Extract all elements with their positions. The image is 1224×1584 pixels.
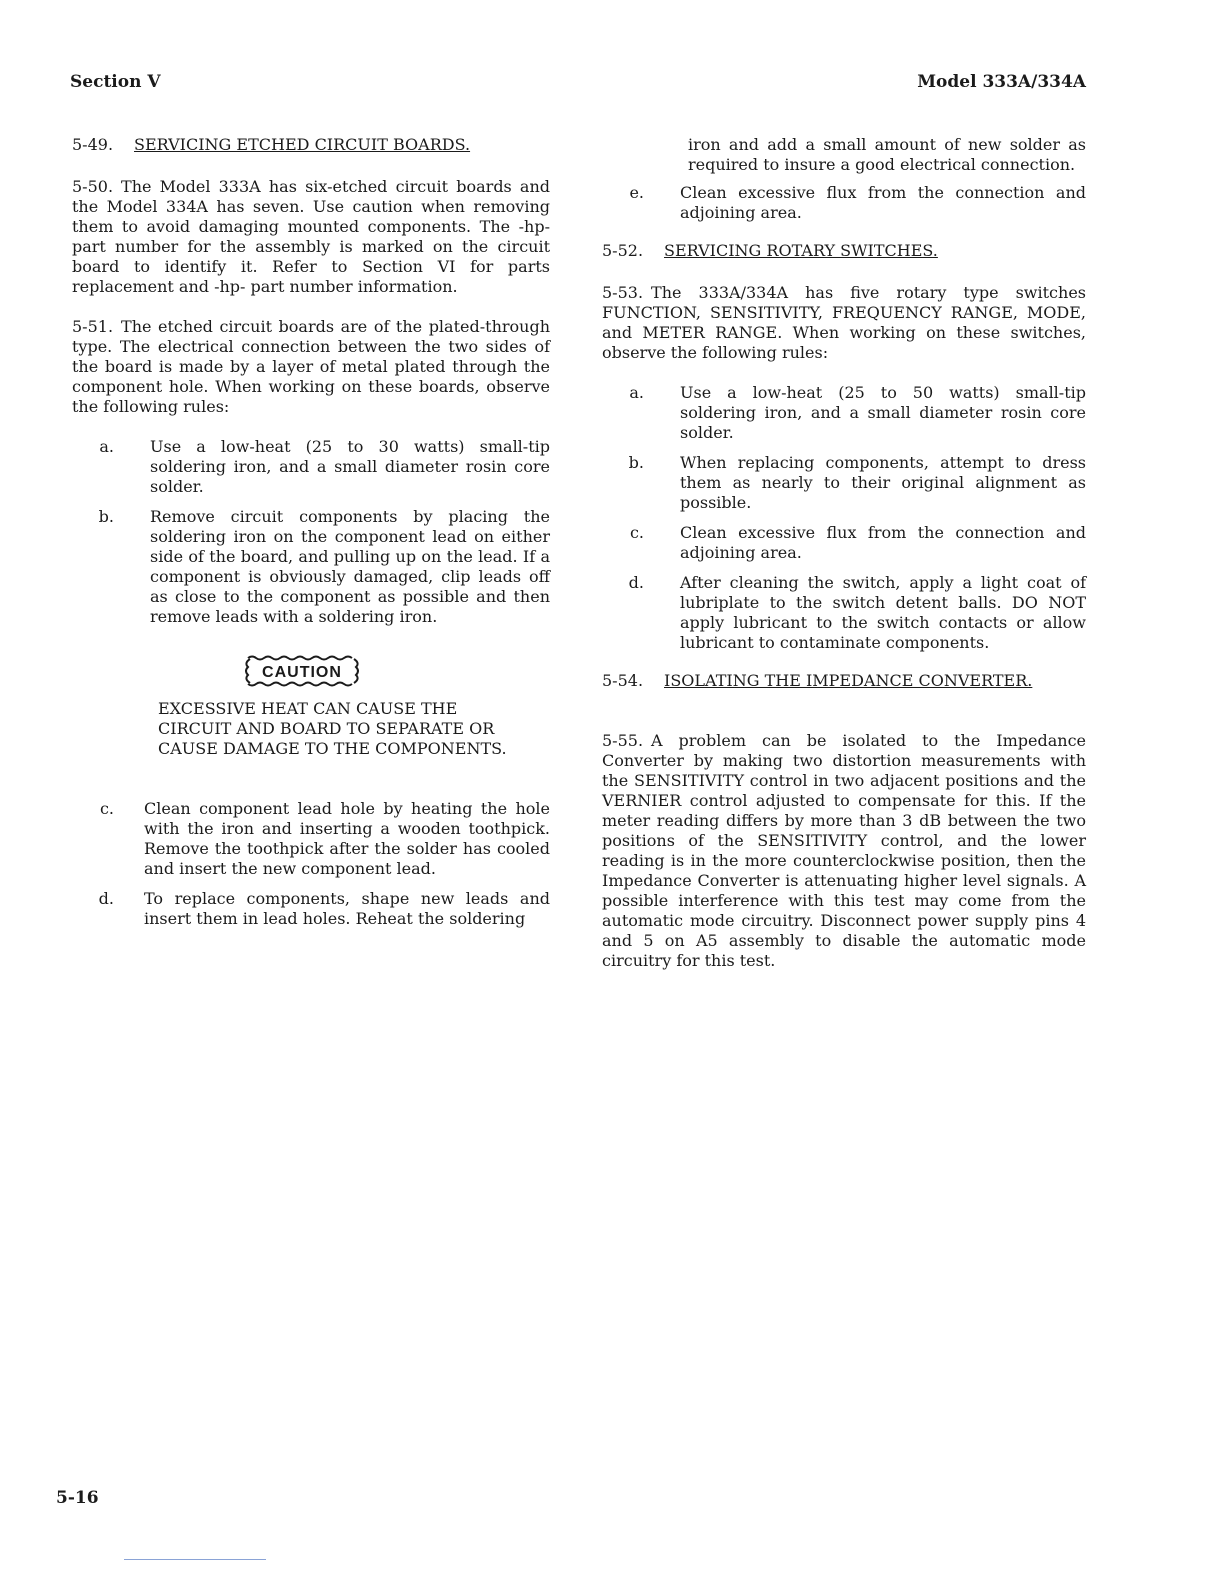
paragraph-5-55: [602, 731, 1086, 971]
item-text: Remove circuit components by placing the soldering iron on the component lead on either side of the board, and pulling up on the lead. If a component is obviously damaged, clip leads off as close to the component as possible and then remove leads with a soldering iron.: [150, 507, 550, 626]
list-item: [602, 183, 1086, 223]
heading-title: ISOLATING THE IMPEDANCE CONVERTER.: [664, 671, 1033, 690]
rules-list-boards-continued: [72, 799, 550, 929]
item-letter: d.: [628, 573, 644, 592]
heading-number: 5-49.: [72, 135, 114, 154]
item-letter: c.: [629, 523, 644, 542]
heading-number: 5-54.: [602, 671, 644, 690]
continued-text: iron and add a small amount of new solder as required to insure a good electrical connection.: [688, 135, 1086, 174]
item-text: Clean excessive flux from the connection and adjoining area.: [680, 523, 1086, 562]
item-text: Clean excessive flux from the connection and adjoining area.: [680, 183, 1086, 222]
list-item: [72, 507, 550, 627]
rules-list-boards: [72, 437, 550, 627]
item-text: When replacing components, attempt to dress them as nearly to their original alignment as possible.: [680, 453, 1086, 512]
list-item: [72, 799, 550, 879]
item-letter: e.: [629, 183, 644, 202]
scan-mark: [124, 1559, 266, 1560]
item-e-list: [602, 183, 1086, 223]
heading-title: SERVICING ROTARY SWITCHES.: [664, 241, 938, 260]
model-label: Model 333A/334A: [917, 72, 1086, 92]
item-letter: b.: [98, 507, 114, 526]
list-item: [602, 523, 1086, 563]
paragraph-text: The Model 333A has six-etched circuit boards and the Model 334A has seven. Use caution when removing them to avoid damaging mounted components. The -hp- part number for the assembly is marked on the circuit board to identify it. Refer to Section VI for parts replacement and -hp- part number information.: [72, 177, 550, 296]
heading-title: SERVICING ETCHED CIRCUIT BOARDS.: [134, 135, 471, 154]
list-item: [602, 573, 1086, 653]
heading-5-52: [602, 241, 1086, 261]
item-letter: b.: [628, 453, 644, 472]
item-text: Use a low-heat (25 to 50 watts) small-tip soldering iron, and a small diameter rosin core solder.: [680, 383, 1086, 442]
list-item: [602, 383, 1086, 443]
paragraph-number: 5-51.: [72, 317, 114, 336]
paragraph-5-50: [72, 177, 550, 297]
caution-badge: [242, 655, 362, 687]
list-item: [602, 453, 1086, 513]
paragraph-text: The 333A/334A has five rotary type switches FUNCTION, SENSITIVITY, FREQUENCY RANGE, MODE, and METER RANGE. When working on these switches, observe the following rules:: [602, 283, 1086, 362]
paragraph-number: 5-50.: [72, 177, 114, 196]
paragraph-number: 5-55.: [602, 731, 644, 750]
heading-5-49: [72, 135, 550, 155]
item-text: To replace components, shape new leads and insert them in lead holes. Reheat the soldering: [144, 889, 550, 928]
paragraph-number: 5-53.: [602, 283, 644, 302]
left-column: [72, 135, 550, 947]
item-letter: d.: [98, 889, 114, 908]
item-letter: c.: [99, 799, 114, 818]
paragraph-5-51: [72, 317, 550, 417]
heading-5-54: [602, 671, 1086, 691]
caution-label: CAUTION: [262, 664, 342, 681]
page-number: 5-16: [56, 1488, 99, 1508]
right-column: [602, 135, 1086, 991]
item-text: Clean component lead hole by heating the hole with the iron and inserting a wooden toothpick. Remove the toothpick after the solder has cooled and insert the new component lead.: [144, 799, 550, 878]
paragraph-text: A problem can be isolated to the Impedance Converter by making two distortion measurements with the SENSITIVITY control in two adjacent positions and the VERNIER control adjusted to compensate for this. If the meter reading differs by more than 3 dB between the two positions of the SENSITIVITY control, and the lower reading is in the more counterclockwise position, then the Impedance Converter is attenuating higher level signals. A possible interference with this test may come from the automatic mode circuitry. Disconnect power supply pins 4 and 5 on A5 assembly to disable the automatic mode circuitry for this test.: [602, 731, 1086, 970]
rules-list-switches: [602, 383, 1086, 653]
caution-box: [72, 655, 550, 759]
paragraph-text: The etched circuit boards are of the plated-through type. The electrical connection between the two sides of the board is made by a layer of metal plated through the component hole. When working on these boards, observe the following rules:: [72, 317, 550, 416]
list-item: [72, 889, 550, 929]
item-letter: a.: [629, 383, 644, 402]
item-text: After cleaning the switch, apply a light coat of lubriplate to the switch detent balls. DO NOT apply lubricant to the switch contacts or allow lubricant to contaminate components.: [680, 573, 1086, 652]
item-letter: a.: [99, 437, 114, 456]
caution-text: EXCESSIVE HEAT CAN CAUSE THE CIRCUIT AND BOARD TO SEPARATE OR CAUSE DAMAGE TO THE COMPONENTS.: [158, 699, 507, 758]
item-text: Use a low-heat (25 to 30 watts) small-tip soldering iron, and a small diameter rosin core solder.: [150, 437, 550, 496]
section-label: Section V: [70, 72, 161, 92]
list-item: [72, 437, 550, 497]
heading-number: 5-52.: [602, 241, 644, 260]
paragraph-5-53: [602, 283, 1086, 363]
